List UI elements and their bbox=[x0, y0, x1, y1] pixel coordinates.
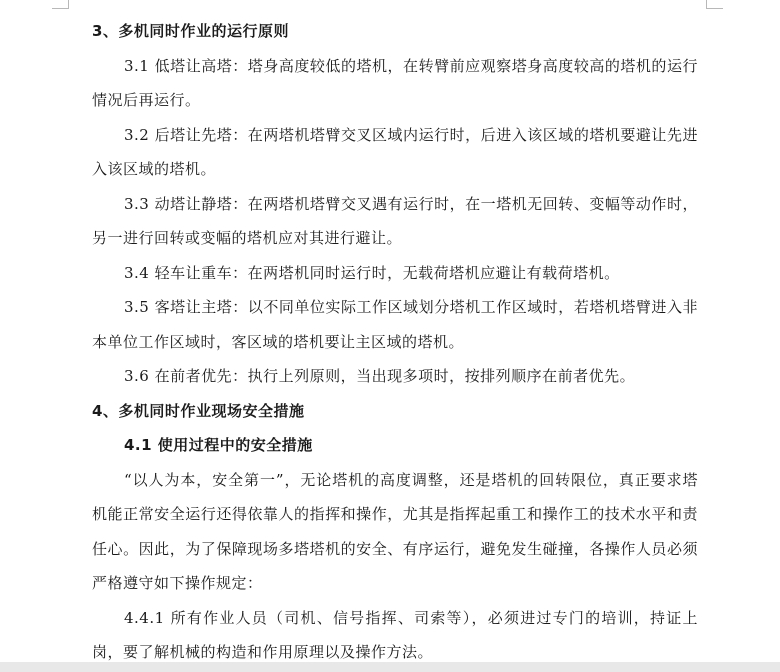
subsection-heading-4-1: 4.1 使用过程中的安全措施 bbox=[124, 436, 313, 454]
crop-mark-top-right bbox=[706, 0, 723, 9]
paragraph-3-2: 3.2 后塔让先塔：在两塔机塔臂交叉区域内运行时，后进入该区域的塔机要避让先进入该区域的塔机。 bbox=[92, 125, 698, 178]
paragraph-3-1: 3.1 低塔让高塔：塔身高度较低的塔机，在转臂前应观察塔身高度较高的塔机的运行情况后再运行。 bbox=[92, 56, 698, 109]
paragraph-4-4-1: 4.4.1 所有作业人员（司机、信号指挥、司索等），必须进过专门的培训，持证上岗，要了解机械的构造和作用原理以及操作方法。 bbox=[92, 608, 698, 661]
paragraph-4-1-intro: “以人为本，安全第一”，无论塔机的高度调整，还是塔机的回转限位，真正要求塔机能正常安全运行还得依靠人的指挥和操作，尤其是指挥起重工和操作工的技术水平和责任心。因此，为了保障现场多塔塔机的安全、有序运行，避免发生碰撞，各操作人员必须严格遵守如下操作规定： bbox=[92, 470, 698, 592]
section-heading-3: 3、多机同时作业的运行原则 bbox=[92, 22, 289, 40]
paragraph-3-4: 3.4 轻车让重车：在两塔机同时运行时，无载荷塔机应避让有载荷塔机。 bbox=[124, 263, 620, 282]
section-heading-4: 4、多机同时作业现场安全措施 bbox=[92, 401, 305, 420]
paragraph-3-6: 3.6 在前者优先：执行上列原则，当出现多项时，按排列顺序在前者优先。 bbox=[124, 367, 636, 385]
paragraph-3-3: 3.3 动塔让静塔：在两塔机塔臂交叉遇有运行时，在一塔机无回转、变幅等动作时，另一进行回转或变幅的塔机应对其进行避让。 bbox=[92, 194, 698, 247]
crop-mark-top-left bbox=[52, 0, 69, 9]
document-body[interactable] bbox=[92, 14, 698, 670]
page-bottom-gap bbox=[0, 662, 780, 672]
paragraph-3-5: 3.5 客塔让主塔：以不同单位实际工作区域划分塔机工作区域时，若塔机塔臂进入非本单位工作区域时，客区域的塔机要让主区域的塔机。 bbox=[92, 298, 698, 351]
